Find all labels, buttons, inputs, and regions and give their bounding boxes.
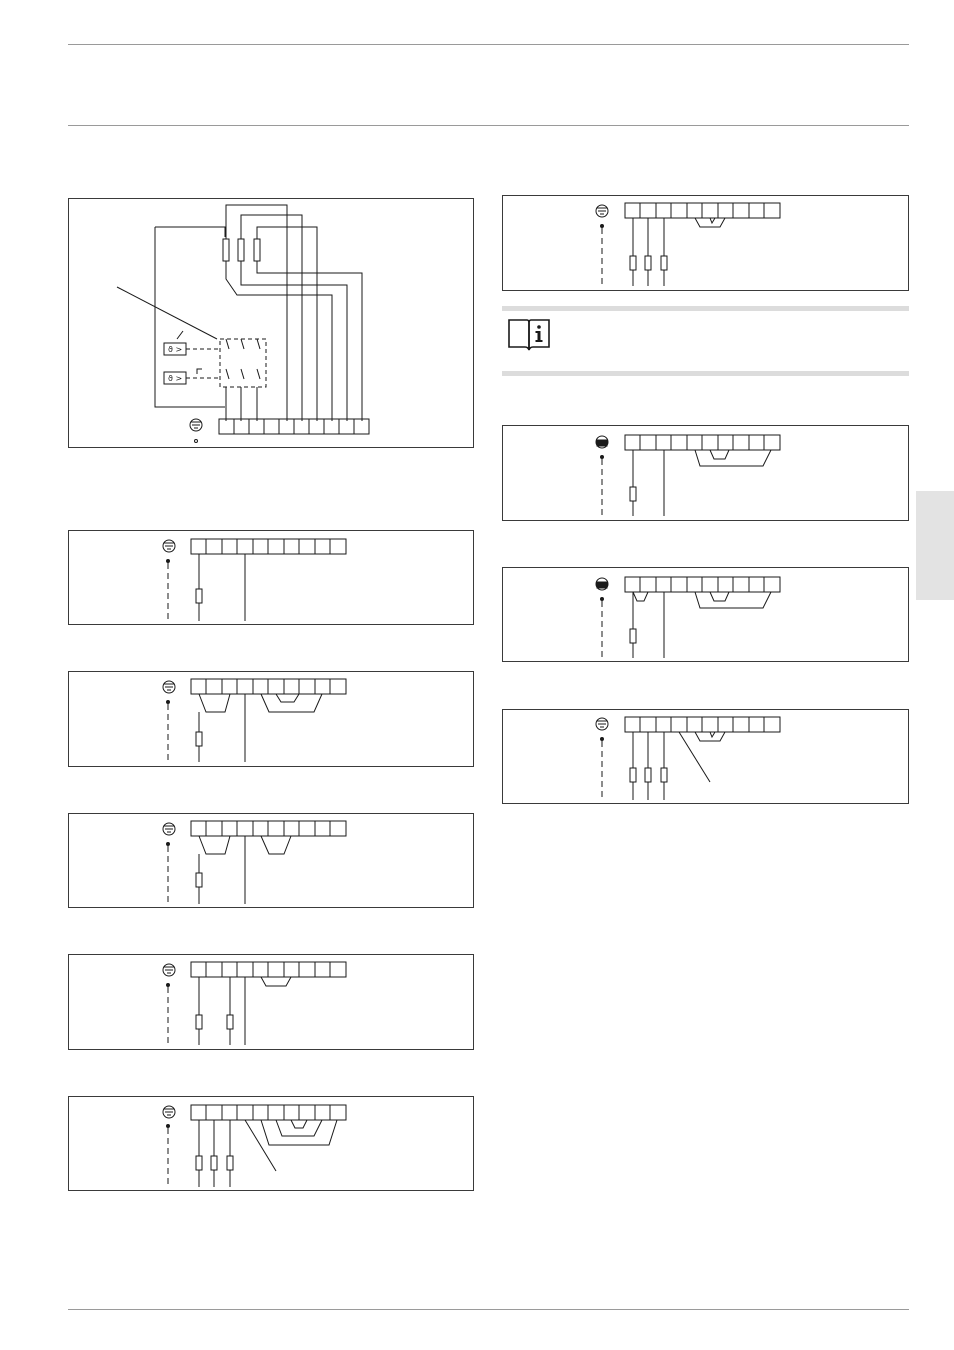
fuse-symbol xyxy=(630,768,636,782)
connection-diagram-2 xyxy=(68,671,474,767)
control-wire-top xyxy=(155,227,225,237)
bridge xyxy=(710,732,715,737)
connection-diagram-8 xyxy=(502,567,909,662)
bridge xyxy=(710,592,729,601)
earth-ground-symbol xyxy=(163,540,175,621)
svg-text:ϑ >: ϑ > xyxy=(168,374,183,383)
bridge xyxy=(291,1120,307,1128)
terminal-block xyxy=(191,1105,346,1120)
bridge xyxy=(695,218,725,227)
terminal-block xyxy=(191,539,346,554)
callout-leader-line xyxy=(117,287,217,339)
fuse-symbol xyxy=(630,487,636,501)
earth-ground-symbol xyxy=(596,436,608,516)
terminal-block xyxy=(625,203,780,218)
earth-ground-symbol xyxy=(596,205,608,286)
terminal-block xyxy=(219,419,369,434)
connection-diagram-9 xyxy=(502,709,909,804)
footer-rule xyxy=(68,1309,909,1310)
fuse-symbol xyxy=(196,589,202,603)
connection-diagram-5 xyxy=(68,1096,474,1191)
callout-leader-line xyxy=(679,732,710,782)
earth-ground-symbol xyxy=(163,681,175,762)
bridge xyxy=(695,732,725,741)
bridge xyxy=(710,450,729,459)
fuse-symbol xyxy=(645,768,651,782)
svg-text:ϑ >: ϑ > xyxy=(168,345,183,354)
control-wire xyxy=(155,227,225,407)
fuse-symbol xyxy=(211,1156,217,1170)
switch-contacts xyxy=(226,339,260,379)
bridge xyxy=(710,218,715,223)
connection-diagram-1 xyxy=(68,530,474,625)
bridge xyxy=(261,836,291,854)
fuse-symbol xyxy=(227,1015,233,1029)
note-bar-bottom xyxy=(502,371,909,376)
connection-diagram-4 xyxy=(68,954,474,1050)
heating-element-symbol xyxy=(223,239,260,261)
earth-ground-symbol xyxy=(190,419,202,443)
earth-ground-symbol xyxy=(163,1106,175,1187)
connection-diagram-3 xyxy=(68,813,474,908)
fuse-symbol xyxy=(196,1156,202,1170)
earth-ground-symbol xyxy=(596,578,608,658)
note-bar-top xyxy=(502,306,909,311)
bridge xyxy=(261,1120,337,1145)
bridge xyxy=(276,694,299,702)
section-tab xyxy=(916,491,954,600)
fuse-symbol xyxy=(645,256,651,270)
terminal-block xyxy=(191,679,346,694)
bridge xyxy=(199,694,230,712)
bridge xyxy=(261,694,322,712)
fuse-symbol xyxy=(661,256,667,270)
terminal-block xyxy=(625,577,780,592)
info-note xyxy=(502,306,909,376)
connection-diagram-6 xyxy=(502,195,909,291)
bridge xyxy=(695,592,771,608)
fuse-symbol xyxy=(196,873,202,887)
earth-ground-symbol xyxy=(163,964,175,1045)
bridge xyxy=(633,592,648,601)
terminal-block xyxy=(191,821,346,836)
manual-info-icon xyxy=(507,316,551,352)
fuse-symbol xyxy=(661,768,667,782)
fuse-symbol xyxy=(196,732,202,746)
internal-wiring-diagram xyxy=(68,198,474,448)
fuse-symbol xyxy=(630,256,636,270)
earth-ground-symbol xyxy=(596,718,608,800)
terminal-block xyxy=(625,717,780,732)
terminal-block xyxy=(191,962,346,977)
connection-diagram-7 xyxy=(502,425,909,521)
header-rule-top xyxy=(68,44,909,45)
earth-ground-symbol xyxy=(163,823,175,904)
wire-l2 xyxy=(241,215,302,421)
bridge xyxy=(199,836,230,854)
fuse-symbol xyxy=(196,1015,202,1029)
bridge xyxy=(261,977,291,986)
fuse-symbol xyxy=(227,1156,233,1170)
bridge xyxy=(695,450,771,466)
terminal-block xyxy=(625,435,780,450)
fuse-symbol xyxy=(630,629,636,643)
header-rule-bottom xyxy=(68,125,909,126)
temperature-limiter-symbol xyxy=(164,331,220,384)
